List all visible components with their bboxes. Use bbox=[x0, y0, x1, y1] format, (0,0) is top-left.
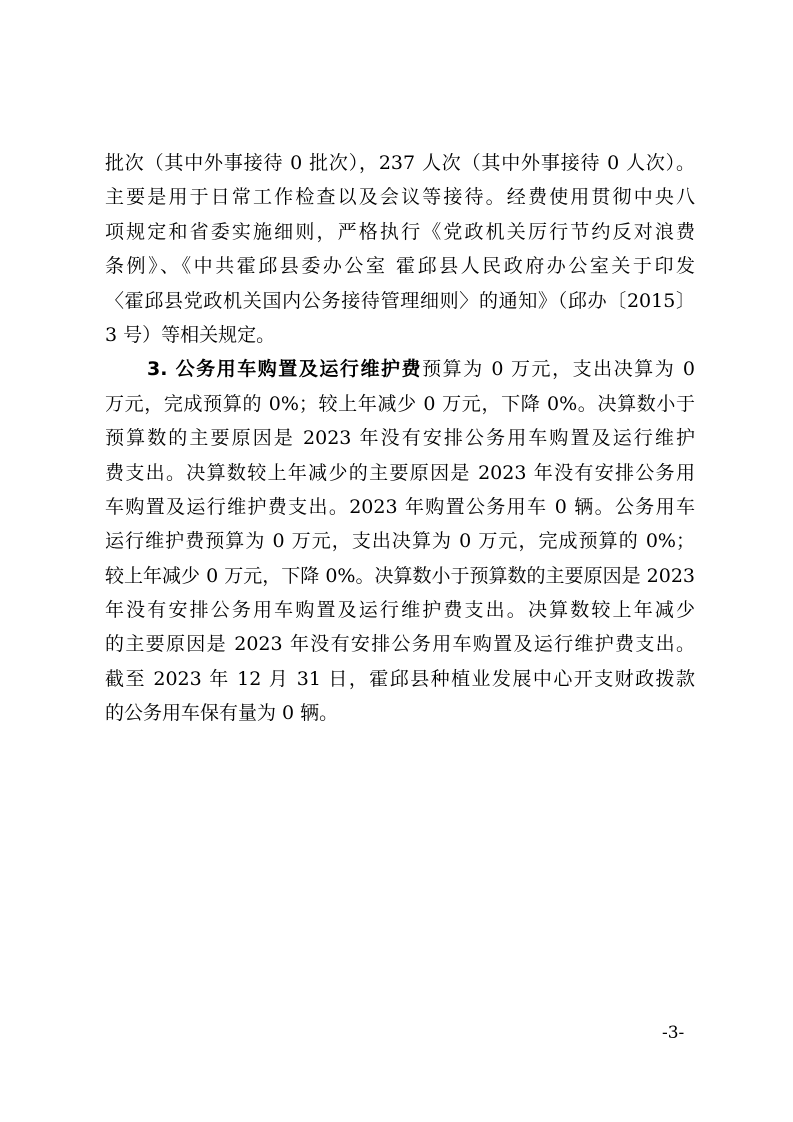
text-line: 车购置及运行维护费支出。2023 年购置公务用车 0 辆。公务用车 bbox=[105, 495, 695, 518]
text-line: 的主要原因是 2023 年没有安排公务用车购置及运行维护费支出。 bbox=[105, 633, 695, 656]
paragraph-vehicle-expenses bbox=[105, 352, 695, 730]
paragraph-reception bbox=[105, 146, 695, 352]
text-line: 较上年减少 0 万元，下降 0%。决算数小于预算数的主要原因是 2023 bbox=[105, 564, 695, 587]
text-line: 运行维护费预算为 0 万元，支出决算为 0 万元，完成预算的 0%； bbox=[105, 530, 695, 553]
text-line: 截至 2023 年 12 月 31 日，霍邱县种植业发展中心开支财政拨款 bbox=[105, 667, 695, 690]
text-line: 万元，完成预算的 0%；较上年减少 0 万元，下降 0%。决算数小于 bbox=[105, 392, 695, 415]
text-line: 批次（其中外事接待 0 批次），237 人次（其中外事接待 0 人次）。 bbox=[105, 152, 695, 174]
section-heading: 3. 公务用车购置及运行维护费 bbox=[147, 358, 423, 381]
text-line-first bbox=[105, 352, 695, 386]
text-line: 年没有安排公务用车购置及运行维护费支出。决算数较上年减少 bbox=[105, 599, 695, 622]
page-number: -3- bbox=[662, 1023, 685, 1043]
text-line: 〈霍邱县党政机关国内公务接待管理细则〉的通知》（邱办〔2015〕 bbox=[105, 289, 695, 312]
text-line: 3 号）等相关规定。 bbox=[105, 323, 276, 346]
text-segment: 预算为 0 万元，支出决算为 0 bbox=[422, 358, 695, 381]
body-text bbox=[105, 146, 695, 731]
text-line: 条例》、《中共霍邱县委办公室 霍邱县人民政府办公室关于印发 bbox=[105, 255, 695, 278]
text-line: 的公务用车保有量为 0 辆。 bbox=[105, 702, 339, 725]
text-line: 主要是用于日常工作检查以及会议等接待。经费使用贯彻中央八 bbox=[105, 186, 695, 209]
text-line: 预算数的主要原因是 2023 年没有安排公务用车购置及运行维护 bbox=[105, 427, 695, 450]
text-line: 费支出。决算数较上年减少的主要原因是 2023 年没有安排公务用 bbox=[105, 461, 695, 484]
text-line: 项规定和省委实施细则，严格执行《党政机关厉行节约反对浪费 bbox=[105, 220, 695, 243]
